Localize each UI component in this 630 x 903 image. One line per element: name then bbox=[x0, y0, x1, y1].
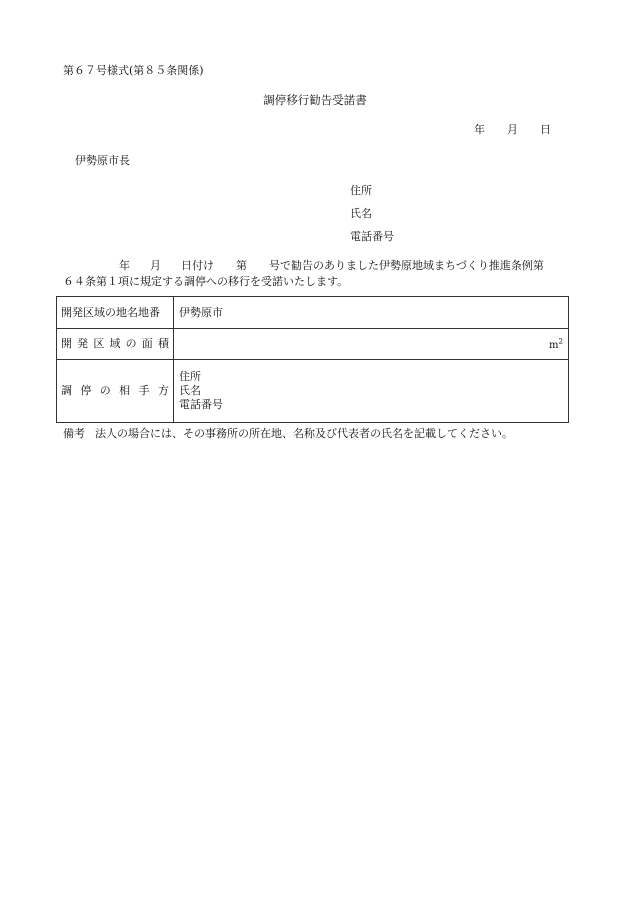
body-line-2: ６４条第１項に規定する調停への移行を受諾いたします。 bbox=[63, 274, 349, 288]
area-label-char: の bbox=[125, 337, 137, 350]
area-label-char: 積 bbox=[157, 337, 169, 350]
development-info-table bbox=[56, 296, 569, 423]
counterparty-address-label: 住所 bbox=[179, 370, 201, 383]
remarks-label: 備考 bbox=[63, 427, 85, 440]
date-year: 年 bbox=[474, 123, 485, 136]
area-label-char: 区 bbox=[93, 337, 105, 350]
form-number: 第６７号様式(第８５条関係) bbox=[63, 64, 204, 77]
table-row-area bbox=[57, 329, 569, 360]
counterparty-value-cell bbox=[174, 360, 569, 423]
addressee: 伊勢原市長 bbox=[75, 154, 130, 167]
applicant-address-label: 住所 bbox=[350, 184, 372, 197]
applicant-name-label: 氏名 bbox=[350, 207, 372, 220]
counterparty-name-label: 氏名 bbox=[179, 384, 201, 397]
counterparty-label-char: 手 bbox=[138, 384, 150, 397]
area-label-char: 発 bbox=[77, 337, 89, 350]
body-line1-rest: 号で勧告のありました伊勢原地域まちづくり推進条例第 bbox=[269, 259, 544, 272]
counterparty-label-char: 方 bbox=[157, 384, 169, 397]
body-month: 月 bbox=[150, 259, 161, 272]
area-label-char: 面 bbox=[141, 337, 153, 350]
counterparty-label-char: の bbox=[99, 384, 111, 397]
table-row-location bbox=[57, 297, 569, 329]
counterparty-label-char: 相 bbox=[119, 384, 131, 397]
body-year: 年 bbox=[119, 259, 130, 272]
body-line-1 bbox=[63, 258, 573, 274]
remarks-text: 法人の場合には、その事務所の所在地、名称及び代表者の氏名を記載してください。 bbox=[95, 427, 513, 440]
area-label-char: 域 bbox=[109, 337, 121, 350]
area-unit: $m^2$ bbox=[549, 337, 563, 352]
body-no-prefix: 第 bbox=[236, 259, 247, 272]
applicant-phone-label: 電話番号 bbox=[350, 230, 394, 243]
counterparty-phone-label: 電話番号 bbox=[179, 398, 223, 411]
area-value-cell bbox=[174, 329, 569, 360]
counterparty-label bbox=[57, 360, 174, 423]
date-day: 日 bbox=[540, 123, 551, 136]
area-label bbox=[57, 329, 174, 360]
area-label-char: 開 bbox=[61, 337, 72, 350]
counterparty-label-char: 停 bbox=[80, 384, 92, 397]
body-day-suffix: 日付け bbox=[181, 259, 214, 272]
counterparty-label-char: 調 bbox=[61, 384, 72, 397]
date-month: 月 bbox=[507, 123, 518, 136]
body-text bbox=[63, 258, 573, 289]
document-title: 調停移行勧告受諾書 bbox=[263, 93, 367, 107]
location-value: 伊勢原市 bbox=[174, 297, 569, 329]
date-line bbox=[474, 123, 551, 137]
applicant-block bbox=[350, 184, 394, 253]
location-label: 開発区域の地名地番 bbox=[57, 297, 174, 329]
remarks bbox=[63, 427, 513, 441]
table-row-counterparty bbox=[57, 360, 569, 423]
